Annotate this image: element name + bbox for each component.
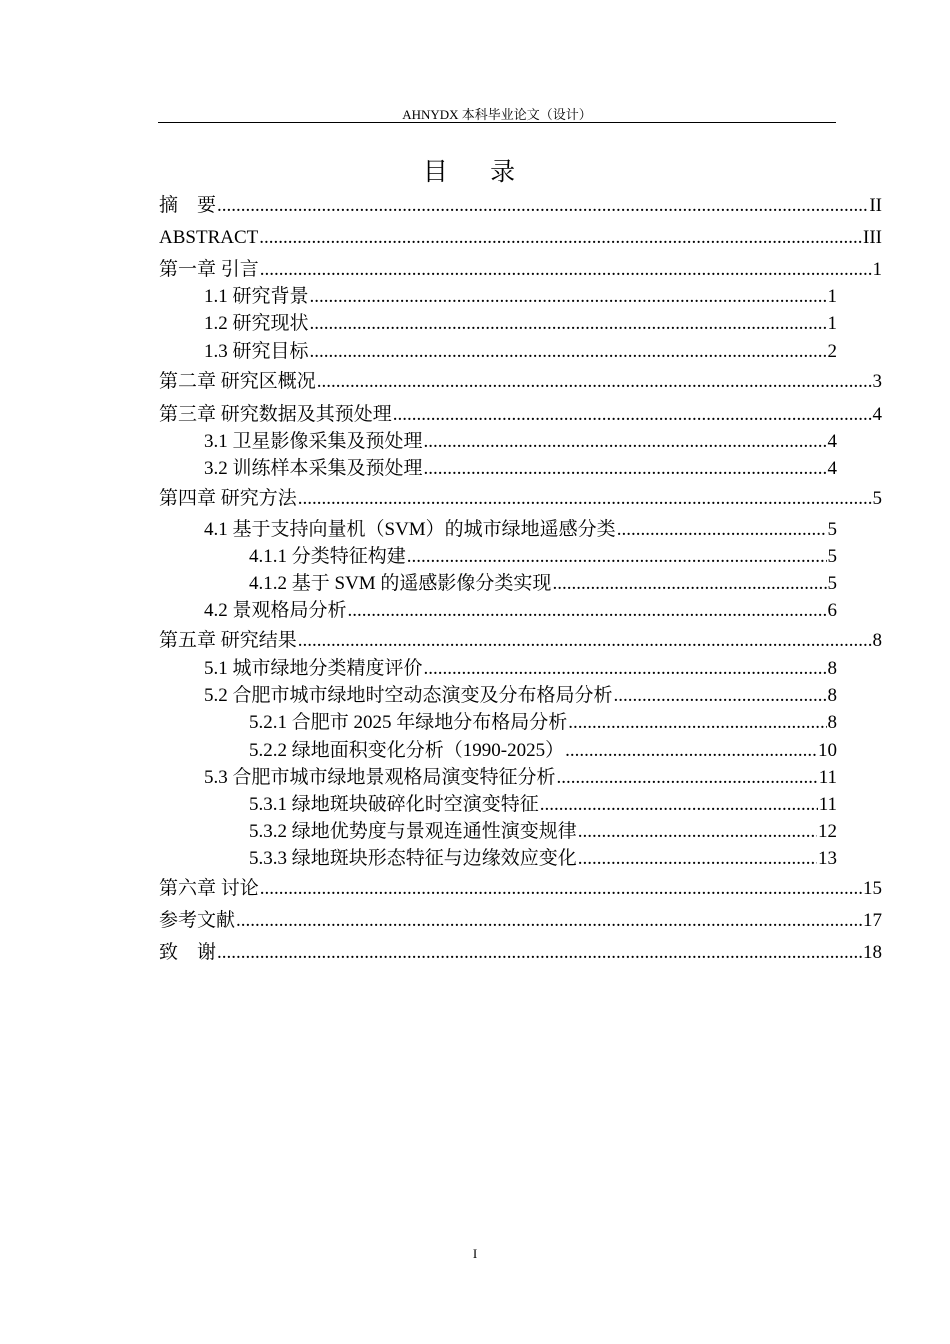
toc-entry[interactable] <box>249 711 837 735</box>
toc-entry[interactable] <box>204 599 837 623</box>
toc-entry-page: 3 <box>872 371 882 392</box>
toc-entry-page: 18 <box>863 942 882 963</box>
toc-entry[interactable] <box>204 340 837 364</box>
toc-entry-label: ABSTRACT <box>159 227 259 248</box>
toc-entry[interactable] <box>204 430 837 454</box>
toc-entry-page: II <box>869 195 882 216</box>
toc-entry[interactable] <box>204 518 837 542</box>
toc-leader-dots <box>614 684 827 708</box>
toc-leader-dots <box>260 877 862 901</box>
toc-leader-dots <box>552 572 826 596</box>
toc-entry-label: 4.2 景观格局分析 <box>204 600 347 621</box>
toc-entry-page: 2 <box>827 341 837 362</box>
toc-entry[interactable] <box>159 487 882 511</box>
toc-entry[interactable] <box>159 370 882 394</box>
toc-entry-page: 1 <box>827 286 837 307</box>
toc-leader-dots <box>568 711 826 735</box>
toc-leader-dots <box>317 370 872 394</box>
toc-entry-label: 第一章 引言 <box>159 259 259 280</box>
toc-entry-label: 5.3.1 绿地斑块破碎化时空演变特征 <box>249 794 539 815</box>
toc-entry-page: 13 <box>818 848 837 869</box>
toc-entry-page: 4 <box>872 404 882 425</box>
toc-entry-label: 4.1.1 分类特征构建 <box>249 546 406 567</box>
toc-leader-dots <box>407 545 827 569</box>
toc-leader-dots <box>259 226 862 250</box>
toc-leader-dots <box>424 457 827 481</box>
toc-entry-label: 第六章 讨论 <box>159 878 259 899</box>
toc-leader-dots <box>236 909 862 933</box>
toc-leader-dots <box>578 820 817 844</box>
toc-entry[interactable] <box>249 545 837 569</box>
toc-entry-label: 5.2.2 绿地面积变化分析（1990-2025） <box>249 740 565 761</box>
toc-leader-dots <box>424 430 827 454</box>
toc-entry-page: 4 <box>827 458 837 479</box>
toc-entry-label: 4.1 基于支持向量机（SVM）的城市绿地遥感分类 <box>204 519 616 540</box>
toc-entry[interactable] <box>159 258 882 282</box>
toc-entry-page: 12 <box>818 821 837 842</box>
toc-entry[interactable] <box>159 194 882 218</box>
toc-entry-label: 第二章 研究区概况 <box>159 371 316 392</box>
toc-entry-label: 5.3.3 绿地斑块形态特征与边缘效应变化 <box>249 848 577 869</box>
toc-leader-dots <box>217 941 862 965</box>
toc-entry-page: 8 <box>827 685 837 706</box>
toc-entry-page: 5 <box>872 488 882 509</box>
toc-entry-page: 8 <box>872 630 882 651</box>
toc-entry[interactable] <box>159 909 882 933</box>
toc-entry-page: 1 <box>827 313 837 334</box>
toc-entry[interactable] <box>159 226 882 250</box>
toc-entry-page: 11 <box>818 794 837 815</box>
toc-leader-dots <box>578 847 817 871</box>
toc-leader-dots <box>617 518 827 542</box>
toc-leader-dots <box>217 194 868 218</box>
toc-entry[interactable] <box>159 629 882 653</box>
toc-entry-page: 6 <box>827 600 837 621</box>
toc-entry-page: III <box>863 227 882 248</box>
toc-leader-dots <box>424 657 827 681</box>
toc-entry-label: 5.3 合肥市城市绿地景观格局演变特征分析 <box>204 767 556 788</box>
toc-entry-label: 摘 要 <box>159 195 217 216</box>
toc-entry[interactable] <box>249 820 837 844</box>
toc-entry[interactable] <box>204 457 837 481</box>
toc-entry[interactable] <box>249 847 837 871</box>
toc-entry-label: 1.2 研究现状 <box>204 313 309 334</box>
toc-entry[interactable] <box>249 739 837 763</box>
toc-entry-page: 10 <box>818 740 837 761</box>
toc-leader-dots <box>565 739 817 763</box>
toc-leader-dots <box>298 629 872 653</box>
toc-entry[interactable] <box>204 684 837 708</box>
toc-entry-label: 5.2 合肥市城市绿地时空动态演变及分布格局分析 <box>204 685 613 706</box>
toc-leader-dots <box>310 340 827 364</box>
toc-entry-label: 1.3 研究目标 <box>204 341 309 362</box>
toc-entry-label: 4.1.2 基于 SVM 的遥感影像分类实现 <box>249 573 552 594</box>
toc-entry-page: 4 <box>827 431 837 452</box>
toc-entry-label: 参考文献 <box>159 910 236 931</box>
toc-leader-dots <box>260 258 872 282</box>
toc-leader-dots <box>348 599 827 623</box>
toc-entry-page: 5 <box>827 546 837 567</box>
toc-entry[interactable] <box>204 766 837 790</box>
toc-entry-label: 3.1 卫星影像采集及预处理 <box>204 431 423 452</box>
toc-entry[interactable] <box>249 572 837 596</box>
toc-entry-label: 第四章 研究方法 <box>159 488 297 509</box>
toc-entry-label: 致 谢 <box>159 942 217 963</box>
toc-entry-page: 11 <box>818 767 837 788</box>
toc-entry[interactable] <box>159 941 882 965</box>
toc-entry-page: 5 <box>827 573 837 594</box>
toc-entry-label: 5.3.2 绿地优势度与景观连通性演变规律 <box>249 821 577 842</box>
toc-entry[interactable] <box>159 403 882 427</box>
toc-entry[interactable] <box>204 312 837 336</box>
toc-entry-label: 5.1 城市绿地分类精度评价 <box>204 658 423 679</box>
toc-entry-page: 5 <box>827 519 837 540</box>
toc-entry-label: 1.1 研究背景 <box>204 286 309 307</box>
page-number: I <box>472 1246 478 1261</box>
toc-entry-label: 第三章 研究数据及其预处理 <box>159 404 392 425</box>
toc-entry-page: 17 <box>863 910 882 931</box>
toc-entry-label: 第五章 研究结果 <box>159 630 297 651</box>
toc-entry-page: 15 <box>863 878 882 899</box>
toc-entry-page: 1 <box>872 259 882 280</box>
toc-title: 目 录 <box>422 159 534 186</box>
toc-entry-label: 3.2 训练样本采集及预处理 <box>204 458 423 479</box>
toc-leader-dots <box>540 793 818 817</box>
toc-leader-dots <box>298 487 872 511</box>
toc-entry[interactable] <box>159 877 882 901</box>
toc-leader-dots <box>557 766 818 790</box>
header-rule <box>158 122 836 123</box>
toc-leader-dots <box>310 285 827 309</box>
toc-entry[interactable] <box>249 793 837 817</box>
page-header: AHNYDX 本科毕业论文（设计） <box>402 107 592 122</box>
toc-entry-page: 8 <box>827 658 837 679</box>
toc-leader-dots <box>310 312 827 336</box>
toc-entry[interactable] <box>204 285 837 309</box>
toc-entry[interactable] <box>204 657 837 681</box>
toc-entry-page: 8 <box>827 712 837 733</box>
toc-entry-label: 5.2.1 合肥市 2025 年绿地分布格局分析 <box>249 712 568 733</box>
toc-leader-dots <box>393 403 872 427</box>
